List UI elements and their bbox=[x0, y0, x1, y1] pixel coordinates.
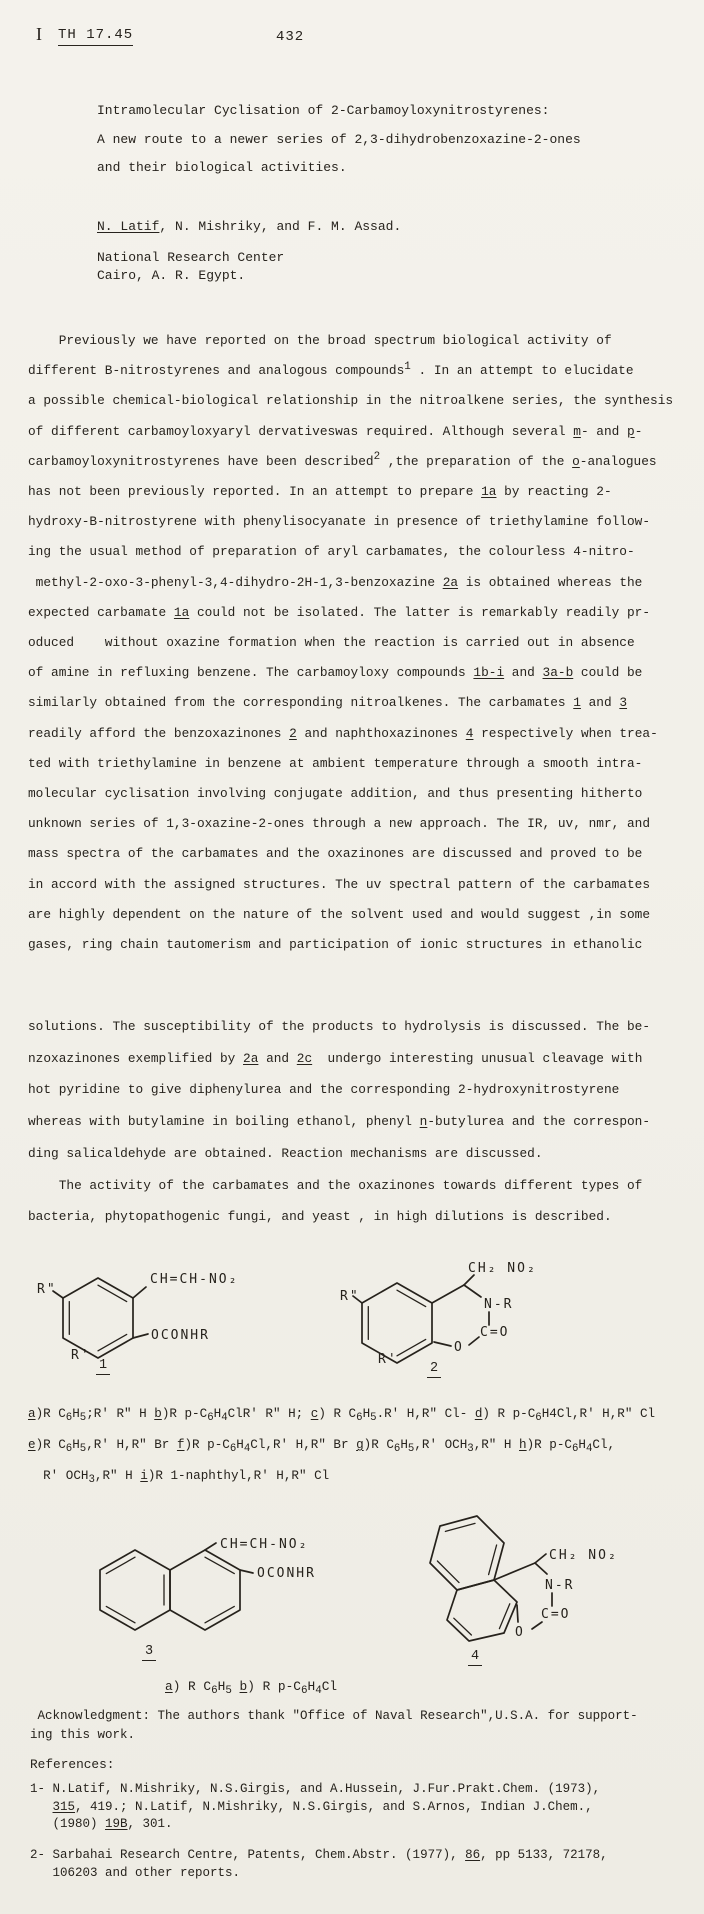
structure-3-number: 3 bbox=[142, 1644, 156, 1661]
margin-mark: I bbox=[36, 24, 42, 44]
structure-4-drawing bbox=[385, 1505, 655, 1655]
compound-list-structures-1-2: a)R $C_6H_5;R'$ R" H b)R $p-C_6H_4ClR'$ R" H; c) R $C_6H_5.R'$ H,R" Cl- d) R $p-C_6H4Cl,R'$ H,R" Cl e)R $C_6H_5,R'$ H,R" Br f)R $p-C_6H_4Cl,R'$ H,R" Br g)R $C_6H_5,R'$ $OCH_3,R$" H h)R $p-C_6H_4Cl$, R' $OCH_3,R$" H i)R 1-naphthyl,R' H,R" Cl bbox=[28, 1407, 656, 1487]
structure-2-n-r-label: N-R bbox=[484, 1297, 514, 1312]
acknowledgment: Acknowledgment: The authors thank "Office of Naval Research",U.S.A. for support- ing this work. bbox=[30, 1709, 638, 1742]
structure-3-drawing bbox=[70, 1533, 370, 1698]
structure-2-r-prime-label: R' bbox=[378, 1352, 398, 1367]
structure-1-carbamate-group-label: OCONHR bbox=[151, 1328, 210, 1343]
page-number: 432 bbox=[276, 29, 305, 45]
structure-4-ring-oxygen-label: O bbox=[515, 1625, 525, 1640]
structure-4-ch2no2-label: CH₂ NO₂ bbox=[549, 1548, 618, 1563]
structure-1-drawing bbox=[35, 1262, 285, 1397]
structure-2-r-double-prime-label: R" bbox=[340, 1289, 360, 1304]
abstract-paragraph-2: solutions. The susceptibility of the products to hydrolysis is discussed. The be- nzoxazinones exemplified by 2a and 2c undergo interesting unusual cleavage with hot pyridine to give diphenylurea and the corresponding 2-hydroxynitrostyrene whereas with butylamine in boiling ethanol, phenyl n-butylurea and the correspon- ding salicaldehyde are obtained. Reaction mechanisms are discussed. The activity of the carbamates and the oxazinones towards different types of bacteria, phytopathogenic fungi, and yeast , in high dilutions is described. bbox=[28, 1019, 651, 1225]
compound-list-structures-3-4: a) R $C_6H_5$ b) R $p-C_6H_4Cl$ bbox=[165, 1679, 338, 1698]
structure-2-carbonyl-label: C=O bbox=[480, 1325, 510, 1340]
structure-4-n-r-label: N-R bbox=[545, 1578, 575, 1593]
structure-1-vinyl-group-label: CH=CH-NO₂ bbox=[150, 1272, 239, 1287]
structure-1-r-prime-label: R' bbox=[71, 1348, 91, 1363]
authors-line: N. Latif, N. Mishriky, and F. M. Assad. bbox=[97, 219, 402, 234]
structure-2-ring-oxygen-label: O bbox=[454, 1340, 464, 1355]
reference-1: 1- N.Latif, N.Mishriky, N.S.Girgis, and A.Hussein, J.Fur.Prakt.Chem. (1973), 315, 419.; N.Latif, N.Mishriky, N.S.Girgis, and S.Arnos, Indian J.Chem., (1980) 19B, 301. bbox=[30, 1782, 601, 1831]
abstract-paragraph-1: Previously we have reported on the broad spectrum biological activity of different B-nitrostyrenes and analogous compounds$^1$ . In an attempt to elucidate a possible chemical-biological relationship in the nitroalkene series, the synthesis of different carbamoyloxyaryl dervativeswas required. Although several m- and p- carbamoyloxynitrostyrenes have been described$^2$ ,the preparation of the o-analogues has not been previously reported. In an attempt to prepare 1a by reacting 2- hydroxy-B-nitrostyrene with phenylisocyanate in presence of triethylamine follow- ing the usual method of preparation of aryl carbamates, the colourless 4-nitro- methyl-2-oxo-3-phenyl-3,4-dihydro-2H-1,3-benzoxazine 2a is obtained whereas the expected carbamate 1a could not be isolated. The latter is remarkably readily pr- oduced without oxazine formation when the reaction is carried out in absence of amine in refluxing benzene. The carbamoyloxy compounds 1b-i and 3a-b could be similarly obtained from the corresponding nitroalkenes. The carbamates 1 and 3 readily afford the benzoxazinones 2 and naphthoxazinones 4 respectively when trea- ted with triethylamine in benzene at ambient temperature through a smooth intra- molecular cyclisation involving conjugate addition, and thus presenting hitherto unknown series of 1,3-oxazine-2-ones through a new approach. The IR, uv, nmr, and mass spectra of the carbamates and the oxazinones are discussed and proved to be in accord with the assigned structures. The uv spectral pattern of the carbamates are highly dependent on the nature of the solvent used and would suggest ,in some gases, ring chain tautomerism and participation of ionic structures in ethanolic bbox=[28, 333, 674, 953]
structure-1-r-double-prime-label: R" bbox=[37, 1282, 57, 1297]
structure-3-carbamate-group-label: OCONHR bbox=[257, 1566, 316, 1581]
structure-1-number: 1 bbox=[96, 1358, 110, 1375]
session-code: TH 17.45 bbox=[58, 27, 133, 46]
structure-4-number: 4 bbox=[468, 1649, 482, 1666]
paper-title: Intramolecular Cyclisation of 2-Carbamoyloxynitrostyrenes: A new route to a newer series of 2,3-dihydrobenzoxazine-2-ones and their biological activities. bbox=[97, 103, 581, 176]
reference-2: 2- Sarbahai Research Centre, Patents, Chem.Abstr. (1977), 86, pp 5133, 72178, 106203 and other reports. bbox=[30, 1848, 608, 1880]
structure-2-drawing bbox=[340, 1246, 630, 1398]
structure-4-carbonyl-label: C=O bbox=[541, 1607, 571, 1622]
structure-3-vinyl-group-label: CH=CH-NO₂ bbox=[220, 1537, 309, 1552]
structure-2-number: 2 bbox=[427, 1361, 441, 1378]
affiliation: National Research Center Cairo, A. R. Egypt. bbox=[97, 250, 285, 283]
references-heading: References: bbox=[30, 1757, 115, 1772]
structure-2-ch2no2-label: CH₂ NO₂ bbox=[468, 1261, 537, 1276]
